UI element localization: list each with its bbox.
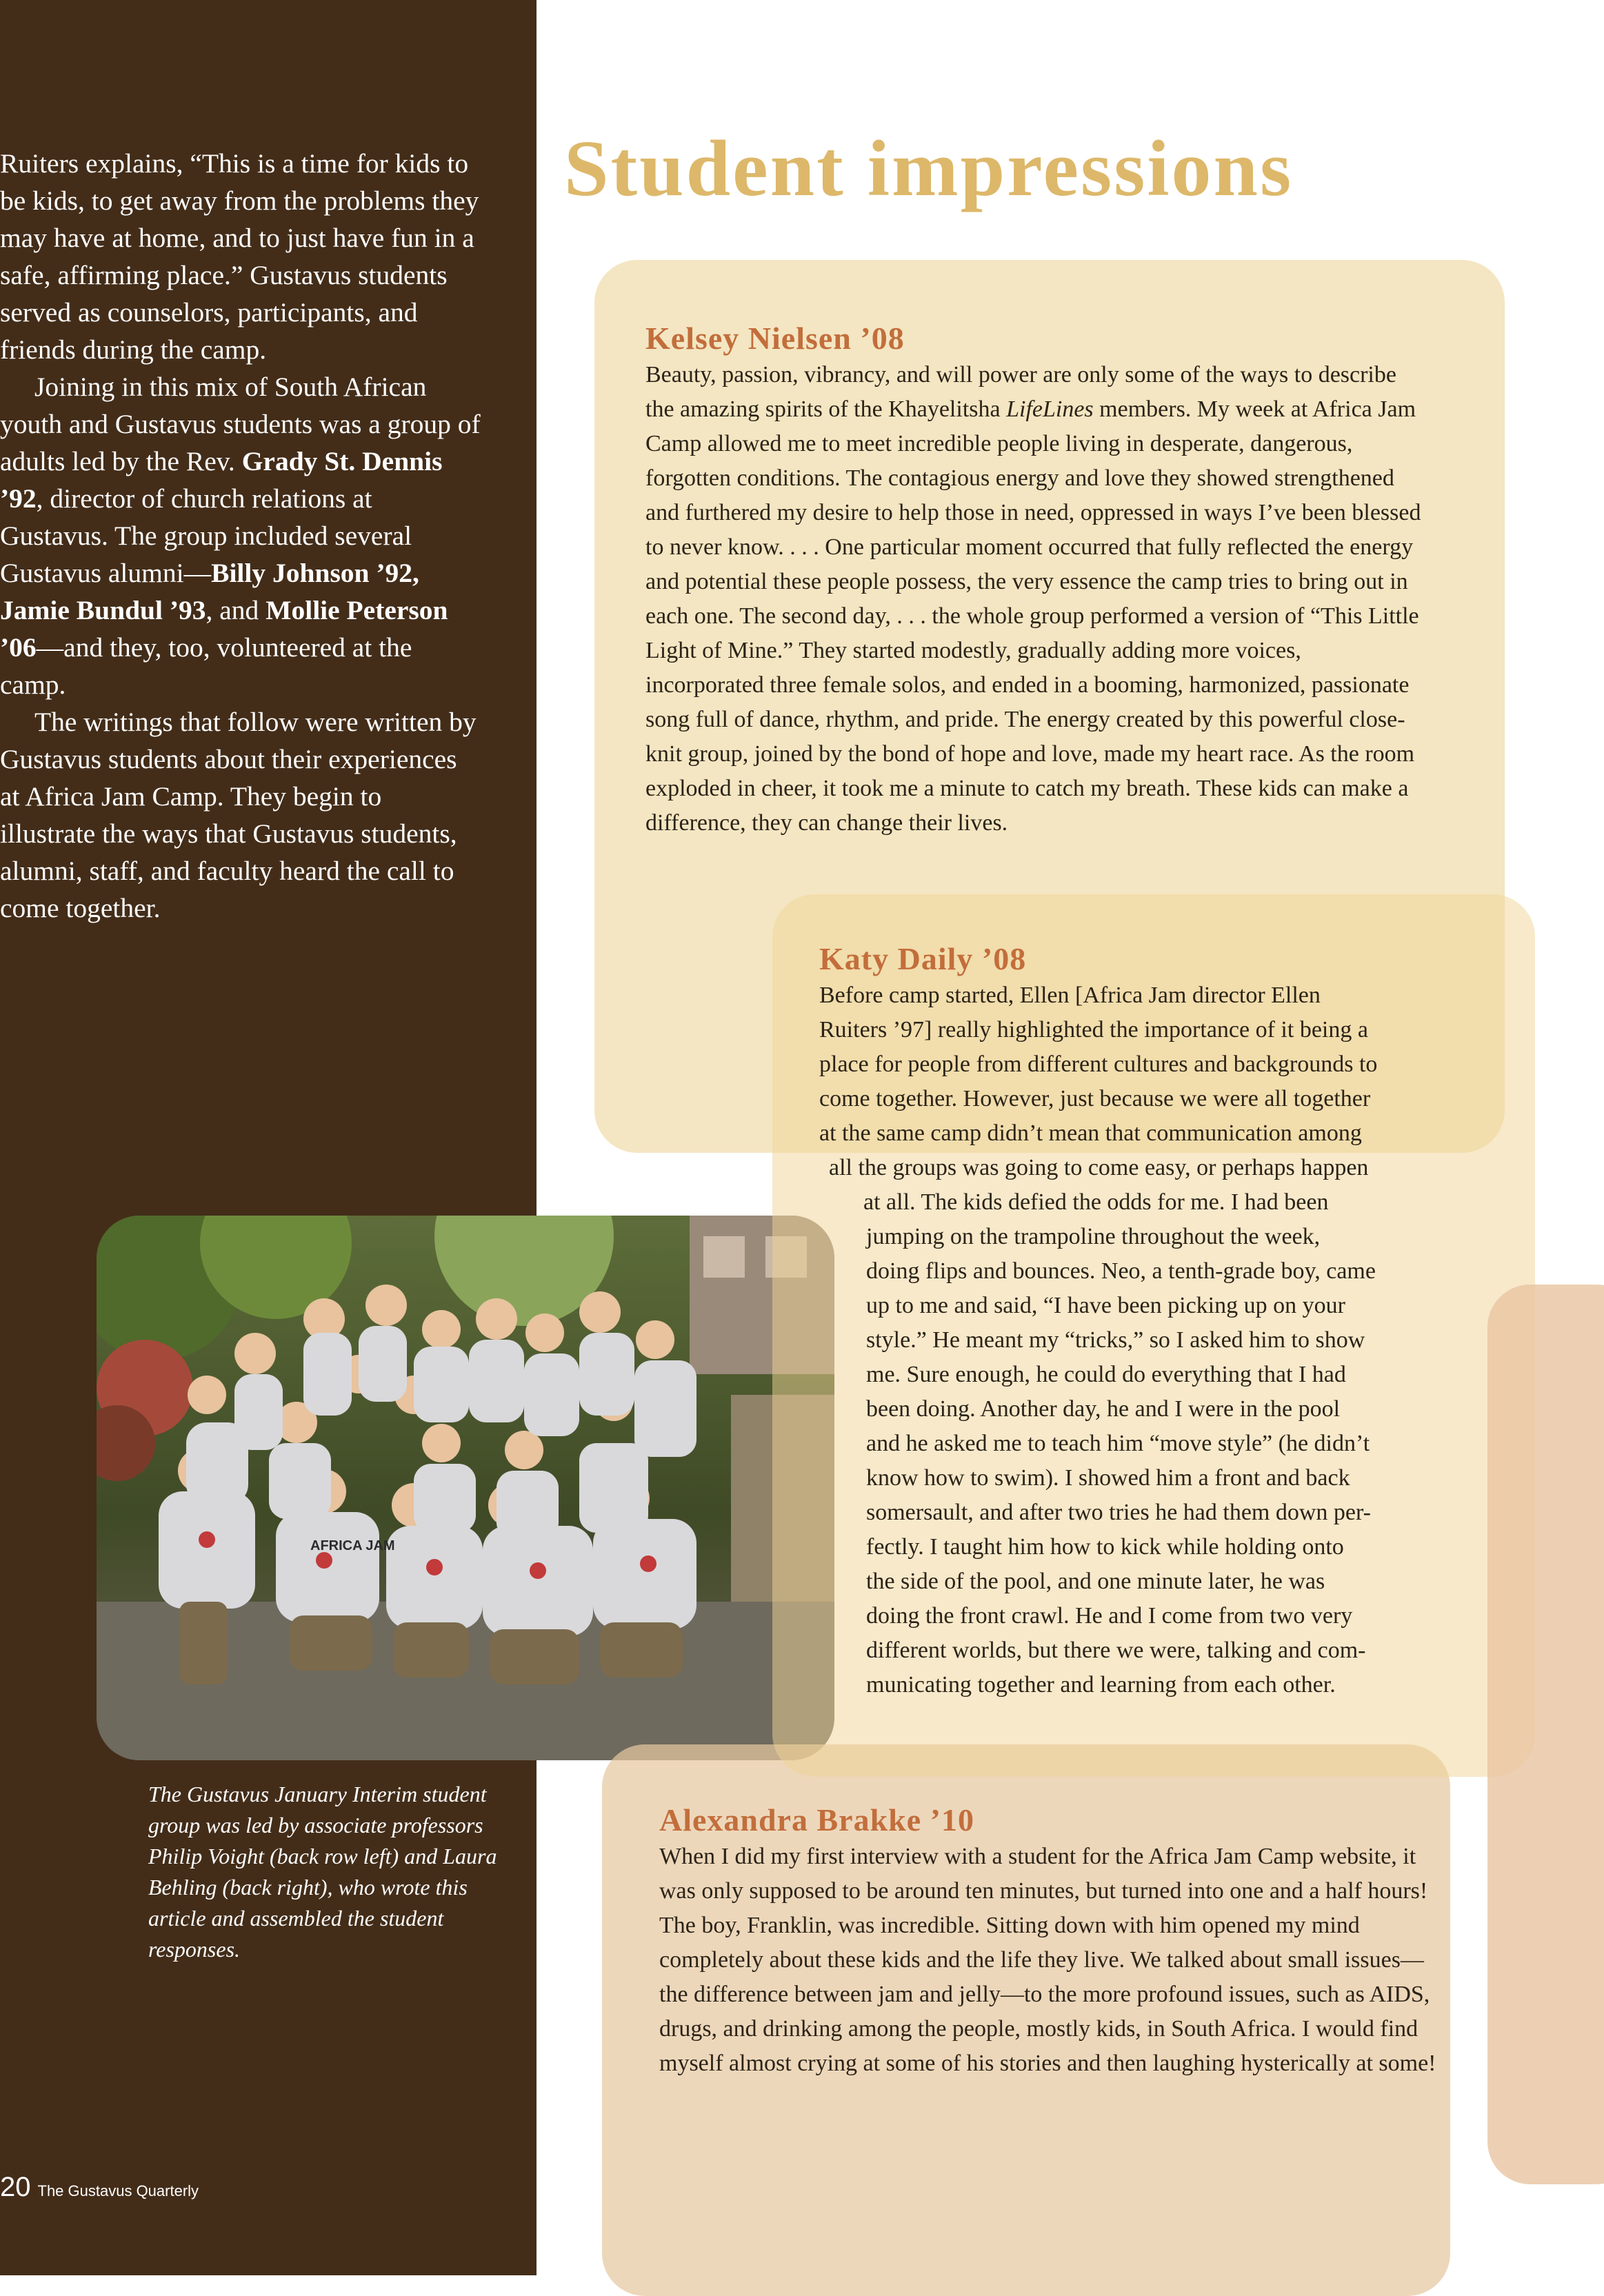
entry-line: know how to swim). I showed him a front and back: [866, 1465, 1350, 1491]
entry-line: fectly. I taught him how to kick while holding onto: [866, 1534, 1344, 1560]
entry-line: municating together and learning from each other.: [866, 1672, 1336, 1698]
page-number: 20: [0, 2172, 31, 2202]
entry-alexandra: [659, 1801, 1438, 2081]
entry-text: Beauty, passion, vibrancy, and will power are only some of the ways to describe the amazing spirits of the Khayelitsha LifeLines members. My week at Africa Jam Camp allowed me to meet incredible people living in desperate, dangerous, forgotten conditions. The contagious energy and love they showed strengthened and furthered my desire to help those in need, oppressed in ways I’ve been blessed to never know. . . . One particular moment occurred that fully reflected the energy and potential these people possess, the very essence the camp tries to bring out in each one. The second day, . . . the whole group performed a version of “This Little Light of Mine.” They started modestly, gradually adding more voices, incorporated three female solos, and ended in a booming, harmonized, passionate song full of dance, rhythm, and pride. The energy created by this powerful close-knit group, joined by the bond of hope and love, made my heart race. As the room exploded in cheer, it took me a minute to catch my breath. These kids can make a difference, they can change their lives.: [645, 362, 1421, 836]
page-title: Student impressions: [564, 125, 1294, 213]
entry-line: been doing. Another day, he and I were in the pool: [866, 1396, 1341, 1422]
entry-line: place for people from different cultures and backgrounds to: [819, 1051, 1378, 1077]
name-grady: Grady St. Dennis ’92: [0, 446, 443, 514]
photo-caption: The Gustavus January Interim student group was led by associate professors Philip Voight (back row left) and Laura Behling (back right), who wrote this article and assembled the student responses.: [148, 1782, 497, 1962]
entry-kelsey: [645, 319, 1425, 840]
entry-katy: [819, 940, 1440, 1702]
entry-line: up to me and said, “I have been picking up on your: [866, 1293, 1345, 1318]
entry-line: at the same camp didn’t mean that communication among: [819, 1120, 1362, 1146]
entry-line: the side of the pool, and one minute later, he was: [866, 1569, 1325, 1594]
author-name: Kelsey Nielsen ’08: [645, 321, 905, 356]
entry-line: me. Sure enough, he could do everything that I had: [866, 1362, 1346, 1387]
entry-line: different worlds, but there we were, talking and com-: [866, 1638, 1366, 1663]
sidebar-paragraph-1: Ruiters explains, “This is a time for kids to be kids, to get away from the problems they may have at home, and to just have fun in a safe, affirming place.” Gustavus students served as counselors, participants, and friends during the camp.: [0, 148, 479, 365]
entry-line: Before camp started, Ellen [Africa Jam director Ellen: [819, 983, 1321, 1008]
sidebar-paragraph-3: The writings that follow were written by Gustavus students about their experiences at Africa Jam Camp. They begin to illustrate the ways that Gustavus students, alumni, staff, and faculty heard the call to come together.: [0, 707, 477, 923]
sidebar-column: [0, 0, 537, 2275]
sidebar-article-text: [0, 145, 483, 927]
entry-text: When I did my first interview with a student for the Africa Jam Camp website, it was only supposed to be around ten minutes, but turned into one and a half hours! The boy, Franklin, was incredible. Sitting down with him opened my mind completely about these kids and the life they live. We talked about small issues—the difference between jam and jelly—to the more profound issues, such as AIDS, drugs, and drinking among the people, mostly kids, in South Africa. I would find myself almost crying at some of his stories and then laughing hysterically at some!: [659, 1844, 1436, 2076]
entry-line: Ruiters ’97] really highlighted the importance of it being a: [819, 1017, 1368, 1043]
entry-line: and he asked me to teach him “move style” (he didn’t: [866, 1431, 1370, 1456]
author-name: Alexandra Brakke ’10: [659, 1802, 974, 1837]
sidebar-paragraph-2: Joining in this mix of South African youth and Gustavus students was a group of adults led by the Rev. Grady St. Dennis ’92, director of church relations at Gustavus. The group included several Gustavus alumni—Billy Johnson ’92, Jamie Bundul ’93, and Mollie Peterson ’06—and they, too, volunteered at the camp.: [0, 372, 481, 700]
entry-line: doing flips and bounces. Neo, a tenth-grade boy, came: [866, 1258, 1376, 1284]
shirt-print: AFRICA JAM: [310, 1538, 395, 1553]
entry-line: come together. However, just because we were all together: [819, 1086, 1371, 1111]
group-photo: [97, 1216, 834, 1760]
author-name: Katy Daily ’08: [819, 941, 1027, 976]
entry-line: jumping on the trampoline throughout the week,: [866, 1224, 1321, 1249]
decorative-side-tab: [1487, 1285, 1604, 2184]
page-footer: [0, 2172, 199, 2203]
entry-line: somersault, and after two tries he had them down per-: [866, 1500, 1371, 1525]
entry-line: style.” He meant my “tricks,” so I asked him to show: [866, 1327, 1365, 1353]
name-billy-jamie: Billy Johnson ’92, Jamie Bundul ’93: [0, 558, 419, 625]
entry-line: at all. The kids defied the odds for me. I had been: [863, 1189, 1329, 1215]
name-mollie: Mollie Peterson ’06: [0, 595, 448, 663]
entry-line: doing the front crawl. He and I come from two very: [866, 1603, 1353, 1629]
entry-line: all the groups was going to come easy, or perhaps happen: [829, 1155, 1369, 1180]
publication-name: The Gustavus Quarterly: [37, 2182, 199, 2199]
